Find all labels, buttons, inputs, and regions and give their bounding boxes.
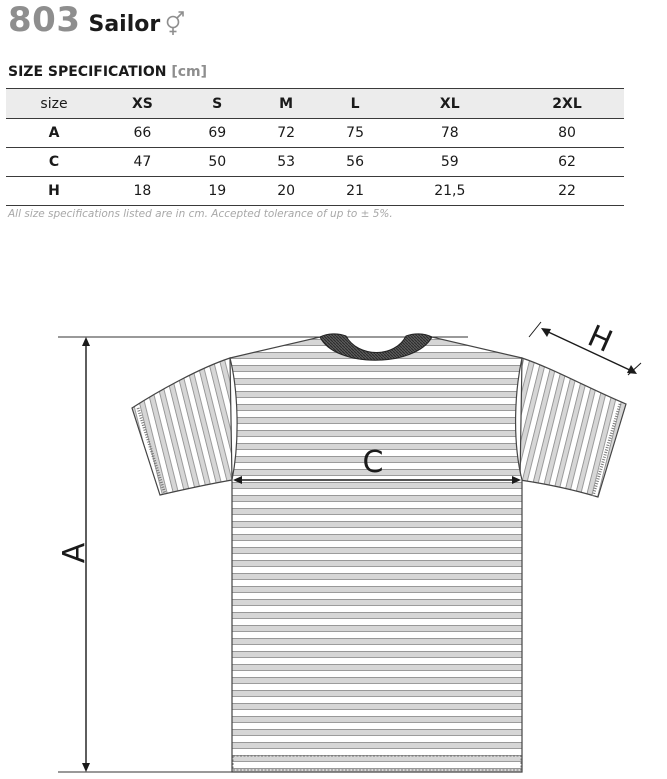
- table-cell: 56: [321, 148, 390, 177]
- size-header-cell: 2XL: [510, 89, 624, 119]
- size-header-cell: S: [183, 89, 252, 119]
- tshirt-body: [230, 337, 522, 772]
- size-header-cell: XS: [102, 89, 183, 119]
- size-header-cell: M: [252, 89, 321, 119]
- table-cell: 47: [102, 148, 183, 177]
- spec-heading-unit: [cm]: [171, 64, 208, 80]
- table-cell: 21: [321, 177, 390, 206]
- size-header-label: size: [6, 89, 102, 119]
- product-title: [8, 0, 186, 44]
- right-sleeve: [520, 358, 626, 497]
- size-header-cell: XL: [390, 89, 511, 119]
- table-cell: 21,5: [390, 177, 511, 206]
- table-cell: 69: [183, 119, 252, 148]
- table-cell: 72: [252, 119, 321, 148]
- dimension-h-label: H: [582, 318, 618, 360]
- size-spec-table: [6, 88, 624, 206]
- tshirt-measurement-diagram: [0, 300, 667, 779]
- unisex-symbol-icon: [164, 11, 186, 37]
- left-sleeve: [132, 358, 232, 495]
- table-cell: 80: [510, 119, 624, 148]
- table-cell: 20: [252, 177, 321, 206]
- product-model-number: 803: [8, 0, 81, 40]
- table-cell: 22: [510, 177, 624, 206]
- table-cell: 19: [183, 177, 252, 206]
- tolerance-note: All size specifications listed are in cm. Accepted tolerance of up to ± 5%.: [8, 208, 393, 220]
- size-header-cell: L: [321, 89, 390, 119]
- dimension-c-label: C: [362, 445, 384, 480]
- table-cell: 18: [102, 177, 183, 206]
- table-row: [6, 177, 624, 206]
- row-label: A: [6, 119, 102, 148]
- table-cell: 50: [183, 148, 252, 177]
- table-cell: 75: [321, 119, 390, 148]
- table-cell: 59: [390, 148, 511, 177]
- row-label: C: [6, 148, 102, 177]
- table-row: [6, 148, 624, 177]
- size-header-row: [6, 89, 624, 119]
- table-cell: 78: [390, 119, 511, 148]
- row-label: H: [6, 177, 102, 206]
- table-cell: 53: [252, 148, 321, 177]
- product-name: Sailor: [88, 12, 161, 37]
- size-specification-heading: [8, 64, 207, 80]
- dimension-a-label: A: [57, 542, 92, 564]
- table-row: [6, 119, 624, 148]
- table-cell: 62: [510, 148, 624, 177]
- spec-heading-text: SIZE SPECIFICATION: [8, 64, 167, 80]
- table-cell: 66: [102, 119, 183, 148]
